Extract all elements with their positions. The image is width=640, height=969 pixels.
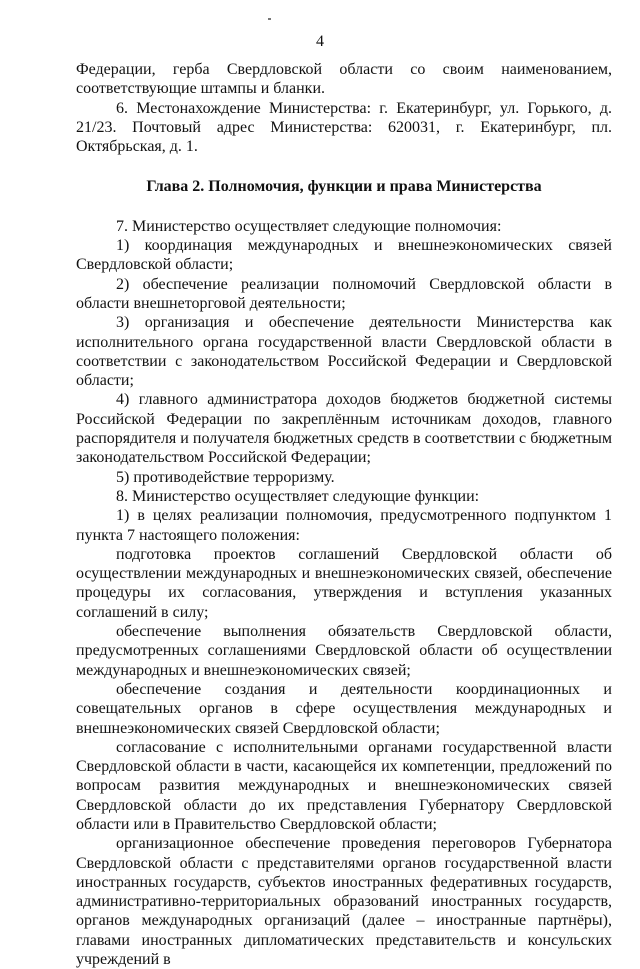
paragraph: подготовка проектов соглашений Свердловской области об осуществлении международных и внешнеэкономических связей, обеспечение процедуры их согласования, утверждения и вступления указанных соглашений в силу; (76, 545, 612, 621)
paragraph: 8. Министерство осуществляет следующие функции: (116, 487, 480, 505)
document-body (76, 60, 612, 969)
paragraph: согласование с исполнительными органами государственной власти Свердловской области в части, касающейся их компетенции, предложений по вопросам развития международных и внешнеэкономических связей Свердловской области до их представления Губернатору Свердловской области или в Правительство Свердловской области; (76, 738, 612, 833)
paragraph: обеспечение выполнения обязательств Свердловской области, предусмотренных соглашениями Свердловской области об осуществлении международных и внешнеэкономических связей; (76, 623, 612, 679)
paragraph: 1) координация международных и внешнеэкономических связей Свердловской области; (76, 237, 612, 274)
page-number: 4 (316, 33, 324, 50)
paragraph: 4) главного администратора доходов бюджетов бюджетной системы Российской Федерации по закреплённым источникам доходов, главного распорядителя и получателя бюджетных средств в соответствии с бюджетным законодательством Российской Федерации; (76, 391, 612, 467)
paragraph: 7. Министерство осуществляет следующие полномочия: (116, 217, 502, 235)
scan-mark (268, 18, 271, 20)
paragraph: 3) организация и обеспечение деятельности Министерства как исполнительного органа государственной власти Свердловской области в соответствии с законодательством Российской Федерации и Свердловской области; (76, 314, 612, 390)
paragraph: организационное обеспечение проведения переговоров Губернатора Свердловской области с представителями органов государственной власти иностранных государств, субъектов иностранных федеративных государств, административно-территориальных образований иностранных государств, органов международных организаций (далее – иностранные партнёры), главами иностранных дипломатических представительств и консульских учреждений в (76, 835, 612, 969)
paragraph: 2) обеспечение реализации полномочий Свердловской области в области внешнеторговой деятельности; (76, 275, 612, 312)
paragraph: 1) в целях реализации полномочия, предусмотренного подпунктом 1 пункта 7 настоящего положения: (76, 507, 612, 544)
chapter-heading: Глава 2. Полномочия, функции и права Министерства (146, 178, 542, 196)
paragraph-location: 6. Местонахождение Министерства: г. Екатеринбург, ул. Горького, д. 21/23. Почтовый адрес Министерства: 620031, г. Екатеринбург, пл. Октябрьская, д. 1. (76, 99, 612, 156)
paragraph: обеспечение создания и деятельности координационных и совещательных органов в сфере осуществления международных и внешнеэкономических связей Свердловской области; (76, 680, 612, 737)
paragraph: 5) противодействие терроризму. (116, 468, 335, 486)
paragraph-continuation: Федерации, герба Свердловской области со своим наименованием, соответствующие штампы и бланки. (76, 61, 612, 98)
